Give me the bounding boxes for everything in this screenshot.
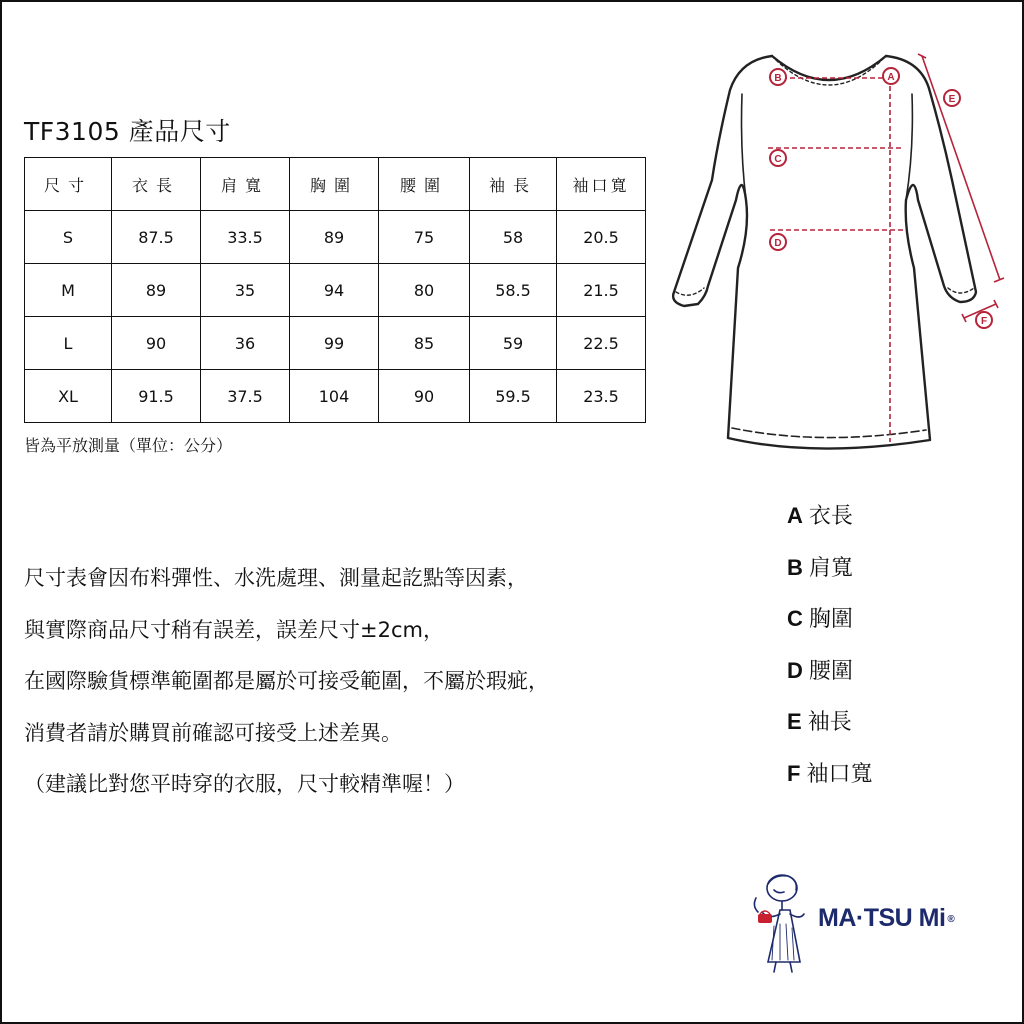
girl-mascot-icon [744, 868, 818, 978]
header-length: 衣長 [112, 158, 201, 211]
dress-neckline [772, 56, 886, 80]
svg-text:D: D [774, 238, 782, 249]
measurement-legend [787, 498, 872, 807]
page-title: TF3105 產品尺寸 [24, 117, 231, 146]
cell-shoulder: 37.5 [201, 370, 290, 423]
left-cuff-stitch [676, 288, 704, 295]
cell-chest: 104 [290, 370, 379, 423]
header-size: 尺寸 [25, 158, 112, 211]
svg-text:E: E [948, 94, 956, 105]
cell-sleeve: 58 [470, 211, 557, 264]
disclaimer-line: 尺寸表會因布料彈性、水洗處理、測量起訖點等因素， [24, 566, 528, 590]
cell-waist: 85 [379, 317, 470, 370]
legend-item-e: E 袖長 [787, 709, 852, 735]
marker-b [770, 69, 786, 85]
cell-waist: 90 [379, 370, 470, 423]
legend-item-f: F 袖口寬 [787, 760, 873, 787]
dress-diagram [660, 30, 1020, 470]
disclaimer-line: 消費者請於購買前確認可接受上述差異。 [24, 720, 402, 745]
cell-size: S [25, 211, 112, 264]
size-disclaimer [24, 558, 724, 816]
disclaimer-line: 與實際商品尺寸稍有誤差，誤差尺寸±2cm， [24, 617, 444, 642]
cell-chest: 89 [290, 211, 379, 264]
header-cuff: 袖口寬 [557, 158, 646, 211]
brand-name: MA·TSU Mi ® [818, 904, 955, 932]
marker-c [770, 150, 786, 166]
brand-logo [744, 868, 974, 978]
cell-cuff: 23.5 [557, 370, 646, 423]
measurement-note: 皆為平放測量（單位：公分） [24, 436, 233, 455]
cell-chest: 94 [290, 264, 379, 317]
cell-size: M [25, 264, 112, 317]
svg-text:C: C [774, 154, 782, 165]
cell-sleeve: 59 [470, 317, 557, 370]
cell-shoulder: 36 [201, 317, 290, 370]
cell-waist: 80 [379, 264, 470, 317]
dress-neckline-stitch [776, 60, 882, 85]
legend-item-d: D 腰圍 [787, 657, 853, 684]
marker-d [770, 234, 786, 250]
cell-cuff: 21.5 [557, 264, 646, 317]
marker-e [944, 90, 960, 106]
header-waist: 腰圍 [379, 158, 470, 211]
cell-cuff: 22.5 [557, 317, 646, 370]
hem-stitch [732, 428, 926, 438]
table-row [25, 211, 646, 264]
right-cuff-stitch [948, 288, 974, 293]
disclaimer-line: 在國際驗貨標準範圍都是屬於可接受範圍，不屬於瑕疵， [24, 669, 549, 693]
marker-a [883, 68, 899, 84]
cell-waist: 75 [379, 211, 470, 264]
cell-size: L [25, 317, 112, 370]
cell-cuff: 20.5 [557, 211, 646, 264]
legend-item-c: C 胸圍 [787, 606, 853, 632]
cell-sleeve: 58.5 [470, 264, 557, 317]
header-sleeve: 袖長 [470, 158, 557, 211]
table-row [25, 370, 646, 423]
cell-length: 90 [112, 317, 201, 370]
cell-size: XL [25, 370, 112, 423]
legend-item-a: A 衣長 [787, 503, 853, 529]
legend-item-b: B 肩寬 [787, 554, 853, 581]
svg-text:A: A [887, 72, 895, 83]
table-row [25, 264, 646, 317]
cell-shoulder: 35 [201, 264, 290, 317]
size-table [24, 157, 646, 423]
marker-f [976, 312, 992, 328]
cell-length: 89 [112, 264, 201, 317]
cell-chest: 99 [290, 317, 379, 370]
table-header-row [25, 158, 646, 211]
cell-length: 91.5 [112, 370, 201, 423]
header-chest: 胸圍 [290, 158, 379, 211]
right-armhole-seam [906, 94, 912, 200]
sleeve-measure-line [922, 56, 1000, 280]
cell-length: 87.5 [112, 211, 201, 264]
dress-outline [673, 56, 976, 449]
svg-text:F: F [980, 316, 988, 327]
header-shoulder: 肩寬 [201, 158, 290, 211]
cell-shoulder: 33.5 [201, 211, 290, 264]
cell-sleeve: 59.5 [470, 370, 557, 423]
svg-text:B: B [774, 73, 782, 84]
table-row [25, 317, 646, 370]
disclaimer-line: （建議比對您平時穿的衣服，尺寸較精準喔！） [24, 772, 465, 796]
